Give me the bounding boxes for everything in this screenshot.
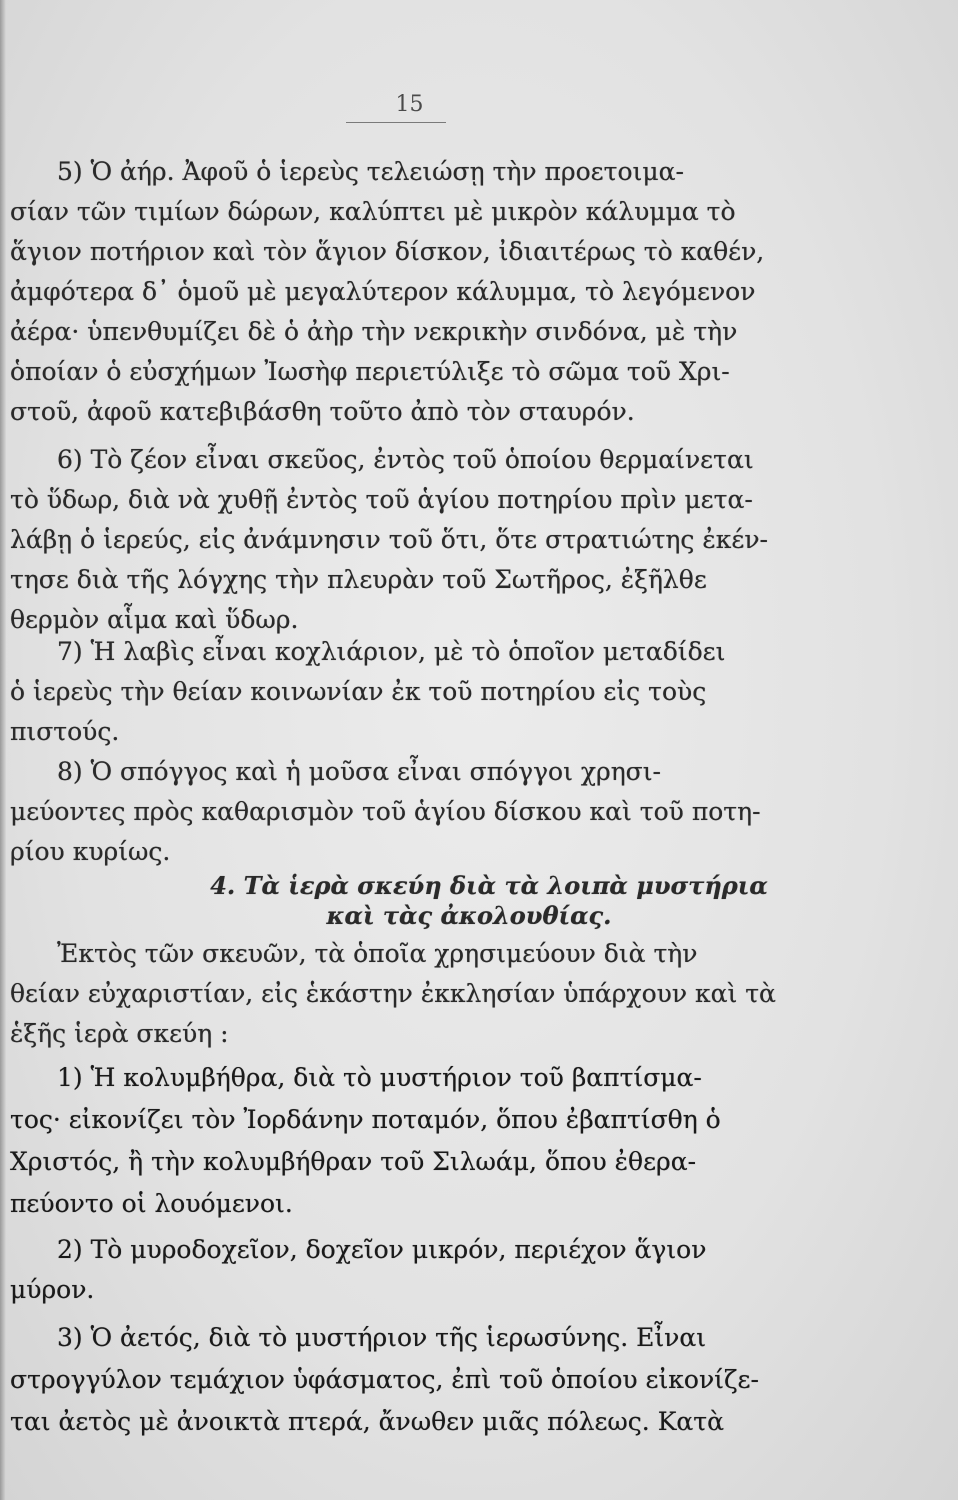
text-line: ἑξῆς ἱερὰ σκεύη : <box>10 1019 229 1048</box>
text-line: τησε διὰ τῆς λόγχης τὴν πλευρὰν τοῦ Σωτῆρος, ἐξῆλθε <box>10 565 707 594</box>
text-line: 6) Τὸ ζέον εἶναι σκεῦος, ἐντὸς τοῦ ὁποίου θερμαίνεται <box>57 445 754 474</box>
text-line: πεύοντο οἱ λουόμενοι. <box>10 1189 293 1218</box>
text-line: 3) Ὁ ἀετός, διὰ τὸ μυστήριον τῆς ἱερωσύνης. Εἶναι <box>57 1323 707 1352</box>
text-line: ται ἀετὸς μὲ ἀνοικτὰ πτερά, ἄνωθεν μιᾶς πόλεως. Κατὰ <box>10 1407 724 1436</box>
text-line: 8) Ὁ σπόγγος καὶ ἡ μοῦσα εἶναι σπόγγοι χρησι- <box>57 757 661 786</box>
text-line: στρογγύλον τεμάχιον ὑφάσματος, ἐπὶ τοῦ ὁποίου εἰκονίζε- <box>10 1365 759 1394</box>
text-line: ὁ ἱερεὺς τὴν θείαν κοινωνίαν ἐκ τοῦ ποτηρίου εἰς τοὺς <box>10 677 707 706</box>
text-line: μύρον. <box>10 1275 95 1304</box>
text-line: 2) Τὸ μυροδοχεῖον, δοχεῖον μικρόν, περιέχον ἅγιον <box>57 1235 707 1264</box>
section-heading: 4. Τὰ ἱερὰ σκεύη διὰ τὰ λοιπὰ μυστήρια <box>210 871 768 900</box>
text-line: θείαν εὐχαριστίαν, εἰς ἑκάστην ἐκκλησίαν ὑπάρχουν καὶ τὰ <box>10 979 776 1008</box>
text-line: 5) Ὁ ἀήρ. Ἀφοῦ ὁ ἱερεὺς τελειώσῃ τὴν προετοιμα- <box>57 157 684 186</box>
text-line: τος· εἰκονίζει τὸν Ἰορδάνην ποταμόν, ὅπου ἐβαπτίσθη ὁ <box>10 1105 721 1134</box>
text-line: ἅγιον ποτήριον καὶ τὸν ἅγιον δίσκον, ἰδιαιτέρως τὸ καθέν, <box>10 237 765 266</box>
text-line: θερμὸν αἷμα καὶ ὕδωρ. <box>10 605 299 634</box>
text-line: Χριστός, ἢ τὴν κολυμβήθραν τοῦ Σιλωάμ, ὅπου ἐθερα- <box>10 1147 697 1176</box>
text-line: ἀέρα· ὑπενθυμίζει δὲ ὁ ἀὴρ τὴν νεκρικὴν σινδόνα, μὲ τὴν <box>10 317 738 346</box>
text-line: 1) Ἡ κολυμβήθρα, διὰ τὸ μυστήριον τοῦ βαπτίσμα- <box>57 1063 702 1092</box>
text-line: λάβῃ ὁ ἱερεύς, εἰς ἀνάμνησιν τοῦ ὅτι, ὅτε στρατιώτης ἐκέν- <box>10 525 768 554</box>
text-line: πιστούς. <box>10 717 120 746</box>
text-line: στοῦ, ἀφοῦ κατεβιβάσθη τοῦτο ἀπὸ τὸν σταυρόν. <box>10 397 635 426</box>
page-number: 15 <box>395 92 424 117</box>
section-heading: καὶ τὰς ἀκολουθίας. <box>326 901 612 930</box>
text-line: σίαν τῶν τιμίων δώρων, καλύπτει μὲ μικρὸν κάλυμμα τὸ <box>10 197 736 226</box>
text-line: ὁποίαν ὁ εὐσχήμων Ἰωσὴφ περιετύλιξε τὸ σῶμα τοῦ Χρι- <box>10 357 730 386</box>
text-line: Ἐκτὸς τῶν σκευῶν, τὰ ὁποῖα χρησιμεύουν διὰ τὴν <box>57 939 698 968</box>
text-line: ἀμφότερα δ᾽ ὁμοῦ μὲ μεγαλύτερον κάλυμμα, τὸ λεγόμενον <box>10 277 756 306</box>
page-number-rule <box>346 122 446 123</box>
text-line: τὸ ὕδωρ, διὰ νὰ χυθῇ ἐντὸς τοῦ ἁγίου ποτηρίου πρὶν μετα- <box>10 485 753 514</box>
text-line: μεύοντες πρὸς καθαρισμὸν τοῦ ἁγίου δίσκου καὶ τοῦ ποτη- <box>10 797 761 826</box>
text-line: 7) Ἡ λαβὶς εἶναι κοχλιάριον, μὲ τὸ ὁποῖον μεταδίδει <box>57 637 726 666</box>
text-line: ρίου κυρίως. <box>10 837 171 866</box>
